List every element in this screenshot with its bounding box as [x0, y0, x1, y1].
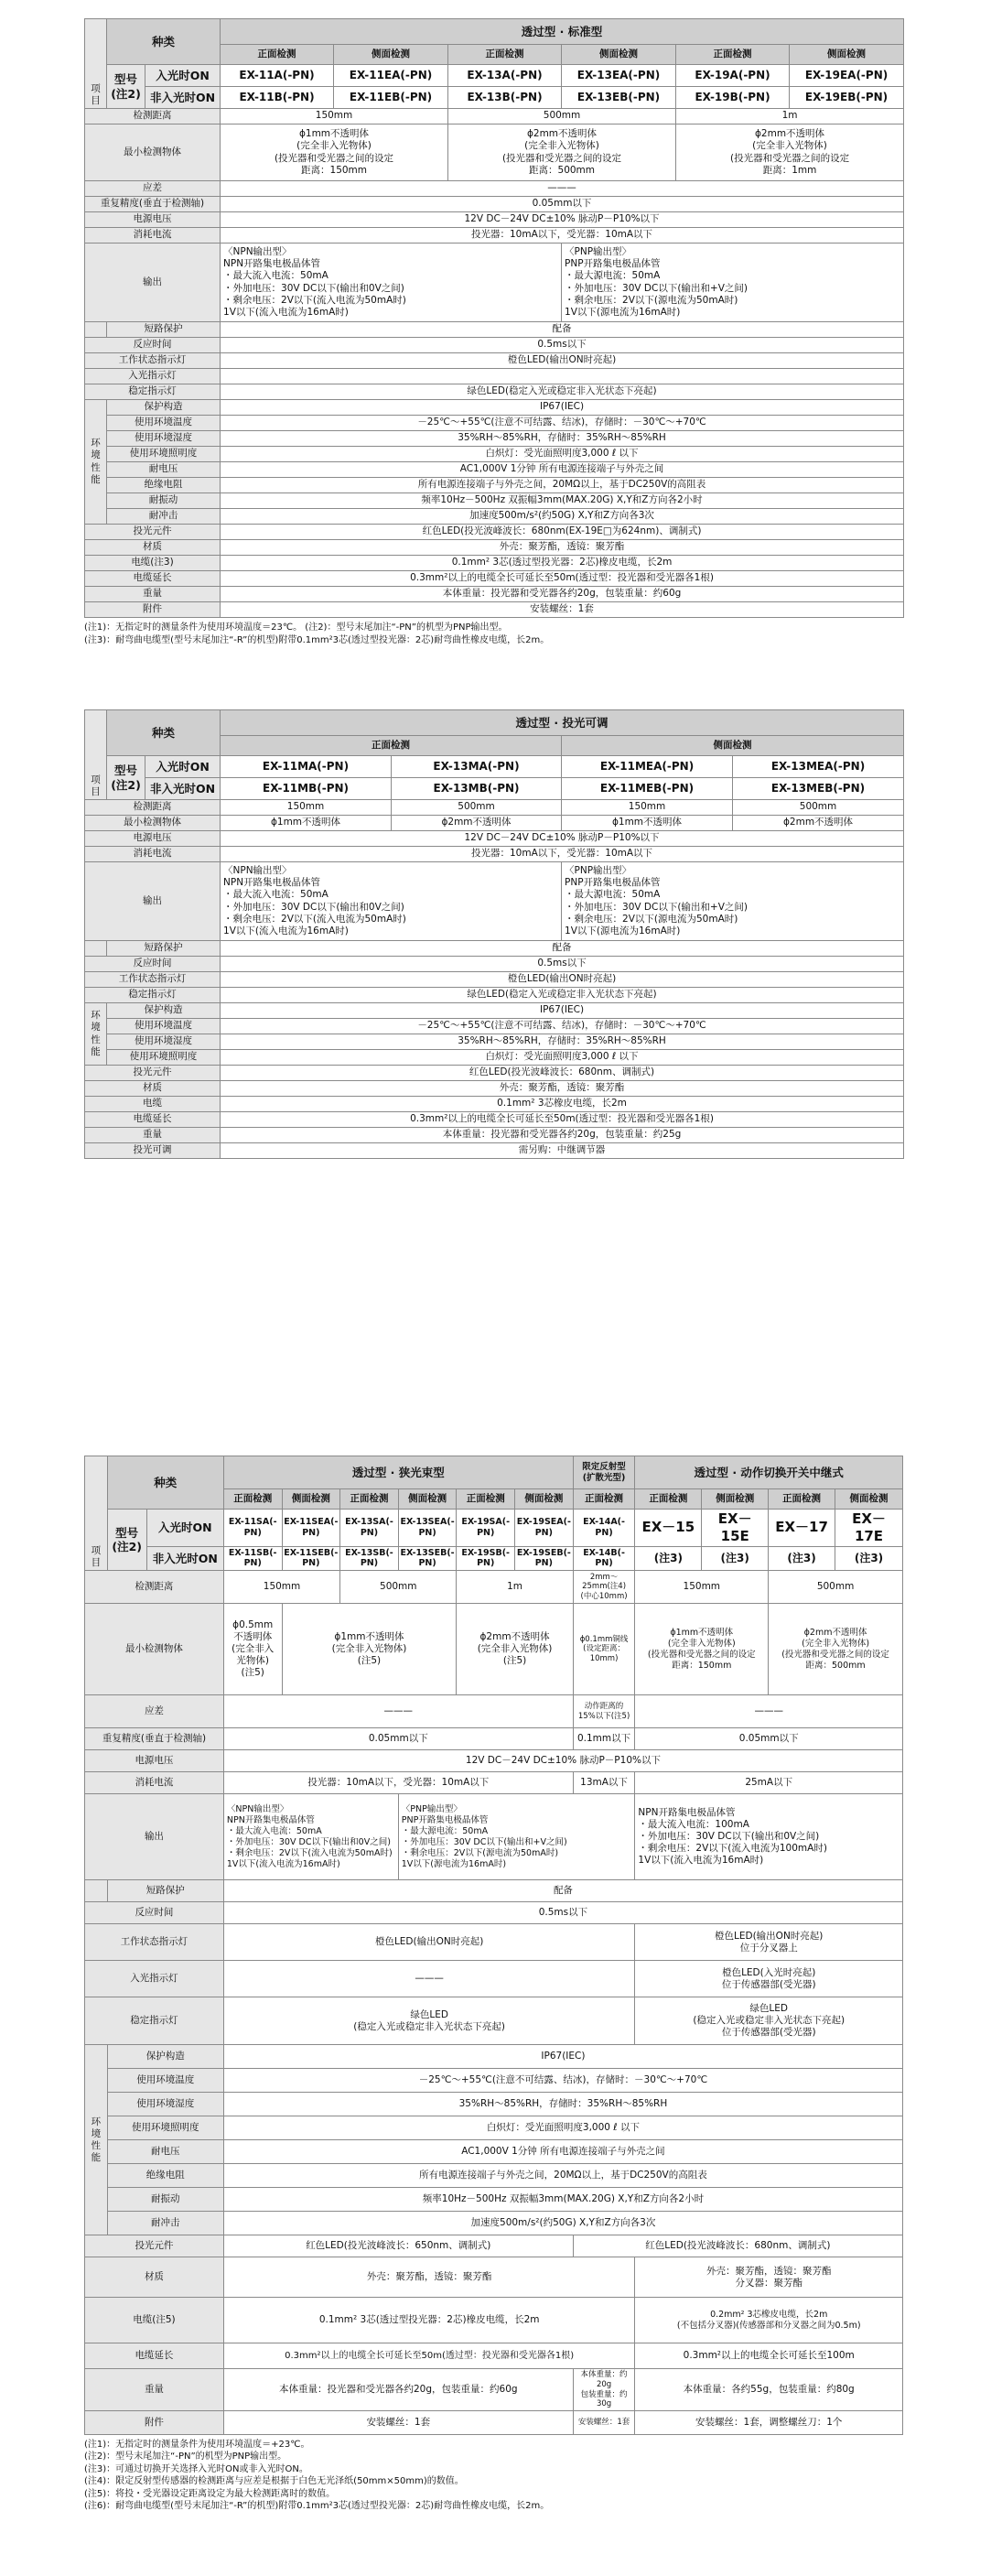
model-cell: EX-11MB(-PN) [221, 778, 392, 800]
row-label: 投光可调 [85, 1143, 221, 1159]
value-cell: 橙色LED(输出ON时亮起) 位于分叉器上 [635, 1924, 903, 1961]
npn-output: 〈NPN输出型〉 NPN开路集电极晶体管 ・最大流入电流：50mA ・外加电压：30V DC以下(输出和0V之间) ・剩余电压：2V以下(流入电流为50mA时) 1V以下(流入电流为16mA时) [221, 862, 562, 941]
value-cell: 橙色LED(入光时亮起) 位于传感器部(受光器) [635, 1961, 903, 1997]
notes-1 [84, 622, 903, 646]
row-label: 重复精度(垂直于检测轴) [85, 1728, 224, 1750]
light-on-label: 入光时ON [146, 1510, 223, 1547]
value-cell: 12V DC－24V DC±10% 脉动P－P10%以下 [221, 212, 904, 228]
front-label: 正面检测 [676, 45, 790, 65]
value-cell: 外壳：聚芳酯，透镜：聚芳酯 [223, 2257, 635, 2298]
value-cell: 橙色LED(输出ON时亮起) [221, 353, 904, 369]
row-label: 电缆(注5) [85, 2298, 224, 2343]
value-cell: －25℃～+55℃(注意不可结露、结冰)，存储时：－30℃～+70℃ [221, 1019, 904, 1034]
side-label: 侧面检测 [702, 1489, 769, 1510]
kind-label: 种类 [107, 710, 221, 756]
side-label: 侧面检测 [790, 45, 904, 65]
row-label: 附件 [85, 602, 221, 618]
value-cell: 1m [457, 1571, 573, 1604]
spec-table-2 [84, 709, 904, 1159]
value-cell: ϕ1mm不透明体 (完全非入光物体) (投光器和受光器之间的设定 距离：150mm [635, 1604, 769, 1695]
value-cell: 0.3mm²以上的电缆全长可延长至50m(透过型：投光器和受光器各1根) [221, 571, 904, 587]
value-cell: 150mm [562, 800, 733, 816]
model-cell: EX-19SEB(-PN) [515, 1546, 574, 1571]
note-cell: (注3) [769, 1546, 835, 1571]
row-label: 保护构造 [107, 400, 221, 416]
row-label: 耐振动 [107, 2188, 223, 2212]
value-cell: 500mm [733, 800, 904, 816]
value-cell: ——— [223, 1961, 635, 1997]
front-label: 正面检测 [448, 45, 562, 65]
row-label: 绝缘电阻 [107, 2164, 223, 2188]
value-cell: AC1,000V 1分钟 所有电源连接端子与外壳之间 [221, 462, 904, 478]
spec-table-3 [84, 1456, 903, 2435]
value-cell: 投光器：10mA以下，受光器：10mA以下 [223, 1772, 573, 1794]
item-label: 项目 [85, 1456, 108, 1571]
value-cell: ——— [223, 1695, 573, 1728]
value-cell: 白炽灯：受光面照明度3,000 ℓ 以下 [221, 447, 904, 462]
value-cell: 外壳：聚芳酯，透镜：聚芳酯 分叉器：聚芳酯 [635, 2257, 903, 2298]
value-cell: 本体重量：约20g 包装重量：约30g [573, 2369, 635, 2411]
row-label: 电源电压 [85, 831, 221, 847]
value-cell: 0.3mm²以上的电缆全长可延长至100m [635, 2343, 903, 2369]
side-label: 侧面检测 [562, 45, 676, 65]
row-label: 电缆 [85, 1097, 221, 1112]
value-cell: 绿色LED(稳定入光或稳定非入光状态下亮起) [221, 384, 904, 400]
value-cell: ϕ0.1mm铜线 (设定距离： 10mm) [573, 1604, 635, 1695]
model-cell: EX-13MEA(-PN) [733, 756, 904, 778]
row-label: 入光指示灯 [85, 1961, 224, 1997]
model-cell: EX-11EA(-PN) [334, 65, 448, 87]
row-label: 工作状态指示灯 [85, 972, 221, 988]
row-label: 输出 [85, 1794, 224, 1880]
npn-output: 〈NPN输出型〉 NPN开路集电极晶体管 ・最大流入电流：50mA ・外加电压：30V DC以下(输出和0V之间) ・剩余电压：2V以下(流入电流为50mA时) 1V以下(流入电流为16mA时) [223, 1794, 398, 1880]
model-cell: EX-13SEA(-PN) [398, 1510, 457, 1547]
value-cell: 白炽灯：受光面照明度3,000 ℓ 以下 [221, 1050, 904, 1066]
light-on-label: 入光时ON [145, 65, 221, 87]
value-cell: 500mm [448, 109, 676, 124]
row-label: 检测距离 [85, 1571, 224, 1604]
note-cell: (注3) [835, 1546, 903, 1571]
front-label: 正面检测 [573, 1489, 635, 1510]
model-label: 型号 (注2) [107, 756, 145, 800]
value-cell: 配备 [223, 1880, 902, 1902]
model-cell: EX-11MA(-PN) [221, 756, 392, 778]
value-cell: 0.05mm以下 [221, 197, 904, 212]
front-label: 正面检测 [769, 1489, 835, 1510]
model-label: 型号 (注2) [107, 65, 145, 109]
value-cell: 2mm～25mm(注4) (中心10mm) [573, 1571, 635, 1604]
table-adjustable [84, 709, 903, 1159]
value-cell: 本体重量：投光器和受光器各约20g，包装重量：约25g [221, 1128, 904, 1143]
row-label: 投光元件 [85, 2235, 224, 2257]
value-cell: 安装螺丝：1套 [223, 2410, 573, 2434]
model-cell: EX-11B(-PN) [221, 87, 334, 109]
row-label: 电源电压 [85, 1750, 224, 1772]
value-cell: 0.5ms以下 [221, 338, 904, 353]
row-label: 保护构造 [107, 1003, 221, 1019]
row-label: 材质 [85, 2257, 224, 2298]
row-label: 使用环境温度 [107, 2069, 223, 2093]
value-cell: 所有电源连接端子与外壳之间，20MΩ以上，基于DC250V的高阻表 [223, 2164, 902, 2188]
value-cell: ——— [635, 1695, 903, 1728]
value-cell: 外壳：聚芳酯，透镜：聚芳酯 [221, 1081, 904, 1097]
value-cell: 1m [676, 109, 904, 124]
row-label: 稳定指示灯 [85, 384, 221, 400]
row-label: 稳定指示灯 [85, 1997, 224, 2045]
value-cell: 0.1mm以下 [573, 1728, 635, 1750]
value-cell: 频率10Hz－500Hz 双振幅3mm(MAX.20G) X,Y和Z方向各2小时 [223, 2188, 902, 2212]
series-title: 透过型 · 狭光束型 [223, 1456, 573, 1489]
value-cell: 13mA以下 [573, 1772, 635, 1794]
value-cell: ϕ2mm不透明体 [733, 816, 904, 831]
note-cell: (注3) [702, 1546, 769, 1571]
row-label: 电源电压 [85, 212, 221, 228]
kind-label: 种类 [107, 1456, 223, 1510]
value-cell: 0.3mm²以上的电缆全长可延长至50m(透过型：投光器和受光器各1根) [223, 2343, 635, 2369]
value-cell: 0.05mm以下 [223, 1728, 573, 1750]
pnp-output: 〈PNP输出型〉 PNP开路集电极晶体管 ・最大源电流：50mA ・外加电压：30V DC以下(输出和+V之间) ・剩余电压：2V以下(源电流为50mA时) 1V以下(源电流为16mA时) [562, 244, 904, 322]
row-label: 重量 [85, 1128, 221, 1143]
value-cell: 加速度500m/s²(约50G) X,Y和Z方向各3次 [223, 2212, 902, 2235]
side-label: 侧面检测 [282, 1489, 340, 1510]
value-cell: IP67(IEC) [221, 400, 904, 416]
dark-on-label: 非入光时ON [146, 1546, 223, 1571]
model-cell: EX-11SA(-PN) [223, 1510, 282, 1547]
row-label: 消耗电流 [85, 847, 221, 862]
value-cell: 本体重量：投光器和受光器各约20g，包装重量：约60g [221, 587, 904, 602]
model-cell: EX-13MB(-PN) [392, 778, 562, 800]
value-cell: 150mm [223, 1571, 339, 1604]
model-cell: EX-13EA(-PN) [562, 65, 676, 87]
row-label: 材质 [85, 1081, 221, 1097]
model-cell: EX-11SEB(-PN) [282, 1546, 340, 1571]
row-label: 反应时间 [85, 1902, 224, 1924]
value-cell: 需另购：中继调节器 [221, 1143, 904, 1159]
row-label: 检测距离 [85, 800, 221, 816]
value-cell: 12V DC－24V DC±10% 脉动P－P10%以下 [223, 1750, 902, 1772]
row-label: 重复精度(垂直于检测轴) [85, 197, 221, 212]
model-cell: EX-11SEA(-PN) [282, 1510, 340, 1547]
row-label: 稳定指示灯 [85, 988, 221, 1003]
value-cell: 本体重量：各约55g，包装重量：约80g [635, 2369, 903, 2411]
value-cell: 动作距离的 15%以下(注5) [573, 1695, 635, 1728]
value-cell: －25℃～+55℃(注意不可结露、结冰)，存储时：－30℃～+70℃ [223, 2069, 902, 2093]
note-cell: (注3) [635, 1546, 702, 1571]
value-cell: 35%RH～85%RH，存储时：35%RH～85%RH [221, 431, 904, 447]
model-cell: EX-13A(-PN) [448, 65, 562, 87]
value-cell: 25mA以下 [635, 1772, 903, 1794]
model-cell: EX-11MEB(-PN) [562, 778, 733, 800]
note: (注3)：耐弯曲电缆型(型号末尾加注“-R”的机型)附带0.1mm²3芯(透过型投光器：2芯)耐弯曲性橡皮电缆，长2m。 [84, 634, 550, 645]
value-cell: 0.1mm² 3芯(透过型投光器：2芯)橡皮电缆，长2m [223, 2298, 635, 2343]
value-cell: 绿色LED(稳定入光或稳定非入光状态下亮起) [221, 988, 904, 1003]
row-label: 反应时间 [85, 957, 221, 972]
row-label: 短路保护 [107, 1880, 223, 1902]
table-narrow-beam [84, 1456, 903, 2513]
model-cell: EX-13SEB(-PN) [398, 1546, 457, 1571]
value-cell: 150mm [221, 109, 448, 124]
value-cell: ——— [221, 181, 904, 197]
row-label: 短路保护 [107, 941, 221, 957]
row-label: 耐冲击 [107, 2212, 223, 2235]
value-cell [221, 369, 904, 384]
row-label: 重量 [85, 587, 221, 602]
value-cell: 绿色LED (稳定入光或稳定非入光状态下亮起) 位于传感器部(受光器) [635, 1997, 903, 2045]
value-cell: 红色LED(投光波峰波长：680nm(EX-19E□为624nm)、调制式) [221, 525, 904, 540]
value-cell: ϕ2mm不透明体 [392, 816, 562, 831]
value-cell: ϕ1mm不透明体 (完全非入光物体) (投光器和受光器之间的设定 距离：150mm [221, 124, 448, 181]
value-cell: 500mm [392, 800, 562, 816]
value-cell: 0.3mm²以上的电缆全长可延长至50m(透过型：投光器和受光器各1根) [221, 1112, 904, 1128]
value-cell: 投光器：10mA以下，受光器：10mA以下 [221, 847, 904, 862]
dark-on-label: 非入光时ON [145, 778, 221, 800]
value-cell: 150mm [221, 800, 392, 816]
row-label: 附件 [85, 2410, 224, 2434]
value-cell: ϕ2mm不透明体 (完全非入光物体) (注5) [457, 1604, 573, 1695]
pnp-output: 〈PNP输出型〉 PNP开路集电极晶体管 ・最大源电流：50mA ・外加电压：30V DC以下(输出和+V之间) ・剩余电压：2V以下(源电流为50mA时) 1V以下(源电流为16mA时) [398, 1794, 635, 1880]
value-cell: 橙色LED(输出ON时亮起) [221, 972, 904, 988]
value-cell: AC1,000V 1分钟 所有电源连接端子与外壳之间 [223, 2140, 902, 2164]
value-cell: 12V DC－24V DC±10% 脉动P－P10%以下 [221, 831, 904, 847]
side-label: 侧面检测 [398, 1489, 457, 1510]
value-cell: 所有电源连接端子与外壳之间，20MΩ以上，基于DC250V的高阻表 [221, 478, 904, 493]
value-cell: 红色LED(投光波峰波长：680nm、调制式) [573, 2235, 902, 2257]
value-cell: 35%RH～85%RH，存储时：35%RH～85%RH [223, 2093, 902, 2116]
note: (注5)：将投・受光器设定距离设定为最大检测距离时的数值。 [84, 2488, 336, 2499]
value-cell: 投光器：10mA以下，受光器：10mA以下 [221, 228, 904, 244]
row-label: 使用环境照明度 [107, 1050, 221, 1066]
row-label: 电缆(注3) [85, 556, 221, 571]
dark-on-label: 非入光时ON [145, 87, 221, 109]
value-cell: ϕ1mm不透明体 [562, 816, 733, 831]
model-cell: EX－15 [635, 1510, 702, 1547]
value-cell: 配备 [221, 322, 904, 338]
row-label: 输出 [85, 244, 221, 322]
row-label: 电缆延长 [85, 571, 221, 587]
value-cell: 0.1mm² 3芯橡皮电缆，长2m [221, 1097, 904, 1112]
relay-output: NPN开路集电极晶体管 ・最大流入电流：100mA ・外加电压：30V DC以下(输出和0V之间) ・剩余电压：2V以下(流入电流为100mA时) 1V以下(流入电流为16mA时) [635, 1794, 903, 1880]
value-cell: 0.5ms以下 [221, 957, 904, 972]
value-cell: 白炽灯：受光面照明度3,000 ℓ 以下 [223, 2116, 902, 2140]
note: (注4)：限定反射型传感器的检测距离与应差是根据于白色无光泽纸(50mm×50mm)的数值。 [84, 2476, 464, 2487]
front-label: 正面检测 [221, 736, 562, 756]
row-label: 耐冲击 [107, 509, 221, 525]
row-label: 输出 [85, 862, 221, 941]
model-cell: EX-13MA(-PN) [392, 756, 562, 778]
row-label: 投光元件 [85, 525, 221, 540]
series-title: 限定反射型 (扩散光型) [573, 1456, 635, 1489]
row-label: 保护构造 [107, 2045, 223, 2069]
env-label: 环 境 性 能 [85, 2045, 108, 2235]
row-label: 使用环境湿度 [107, 2093, 223, 2116]
value-cell: ϕ1mm不透明体 (完全非入光物体) (注5) [282, 1604, 457, 1695]
row-label: 绝缘电阻 [107, 478, 221, 493]
row-label: 使用环境温度 [107, 1019, 221, 1034]
row-label: 短路保护 [107, 322, 221, 338]
note: (注1)：无指定时的测量条件为使用环境温度＝23℃。 (注2)：型号末尾加注“-PN”的机型为PNP输出型。 [84, 622, 508, 633]
value-cell: 0.2mm² 3芯橡皮电缆，长2m (不包括分叉器)(传感器部和分叉器之间为0.5m) [635, 2298, 903, 2343]
model-cell: EX－17 [769, 1510, 835, 1547]
model-cell: EX-13SA(-PN) [340, 1510, 399, 1547]
row-label: 入光指示灯 [85, 369, 221, 384]
model-cell: EX-13SB(-PN) [340, 1546, 399, 1571]
model-cell: EX-14A(-PN) [573, 1510, 635, 1547]
model-cell: EX-11SB(-PN) [223, 1546, 282, 1571]
front-label: 正面检测 [635, 1489, 702, 1510]
model-cell: EX－15E [702, 1510, 769, 1547]
front-label: 正面检测 [340, 1489, 399, 1510]
value-cell: 橙色LED(输出ON时亮起) [223, 1924, 635, 1961]
value-cell: ϕ0.5mm 不透明体 (完全非入 光物体) (注5) [223, 1604, 282, 1695]
row-label: 应差 [85, 181, 221, 197]
side-label: 侧面检测 [334, 45, 448, 65]
table-standard [84, 18, 903, 646]
model-cell: EX-11A(-PN) [221, 65, 334, 87]
value-cell: 0.1mm² 3芯(透过型投光器：2芯)橡皮电缆，长2m [221, 556, 904, 571]
light-on-label: 入光时ON [145, 756, 221, 778]
side-label: 侧面检测 [515, 1489, 574, 1510]
value-cell: IP67(IEC) [221, 1003, 904, 1019]
env-label: 环 境 性 能 [85, 400, 107, 525]
value-cell: ϕ1mm不透明体 [221, 816, 392, 831]
value-cell: IP67(IEC) [223, 2045, 902, 2069]
npn-output: 〈NPN输出型〉 NPN开路集电极晶体管 ・最大流入电流：50mA ・外加电压：30V DC以下(输出和0V之间) ・剩余电压：2V以下(流入电流为50mA时) 1V以下(流入电流为16mA时) [221, 244, 562, 322]
model-cell: EX-14B(-PN) [573, 1546, 635, 1571]
model-cell: EX-13EB(-PN) [562, 87, 676, 109]
model-cell: EX-19SEA(-PN) [515, 1510, 574, 1547]
row-label: 最小检测物体 [85, 1604, 224, 1695]
row-label: 材质 [85, 540, 221, 556]
value-cell: 安装螺丝：1套，调整螺丝刀：1个 [635, 2410, 903, 2434]
series-title: 透过型 · 动作切换开关中继式 [635, 1456, 903, 1489]
note: (注2)：型号末尾加注“-PN”的机型为PNP输出型。 [84, 2452, 287, 2462]
model-cell: EX-13B(-PN) [448, 87, 562, 109]
value-cell: 150mm [635, 1571, 769, 1604]
note: (注6)：耐弯曲电缆型(型号末尾加注“-R”的机型)附带0.1mm²3芯(透过型投光器：2芯)耐弯曲性橡皮电缆，长2m。 [84, 2501, 550, 2512]
row-label: 检测距离 [85, 109, 221, 124]
model-cell: EX-19SB(-PN) [457, 1546, 515, 1571]
value-cell: ϕ2mm不透明体 (完全非入光物体) (投光器和受光器之间的设定 距离：1mm [676, 124, 904, 181]
row-label: 使用环境湿度 [107, 431, 221, 447]
row-label: 最小检测物体 [85, 124, 221, 181]
value-cell: 频率10Hz－500Hz 双振幅3mm(MAX.20G) X,Y和Z方向各2小时 [221, 493, 904, 509]
model-cell: EX-11MEA(-PN) [562, 756, 733, 778]
kind-label: 种类 [107, 19, 221, 65]
row-label: 耐振动 [107, 493, 221, 509]
model-cell: EX-19EA(-PN) [790, 65, 904, 87]
row-label: 电缆延长 [85, 1112, 221, 1128]
value-cell: 绿色LED (稳定入光或稳定非入光状态下亮起) [223, 1997, 635, 2045]
value-cell: －25℃～+55℃(注意不可结露、结冰)，存储时：－30℃～+70℃ [221, 416, 904, 431]
row-label: 投光元件 [85, 1066, 221, 1081]
model-cell: EX-19A(-PN) [676, 65, 790, 87]
env-label: 环 境 性 能 [85, 1003, 107, 1066]
value-cell: 红色LED(投光波峰波长：680nm、调制式) [221, 1066, 904, 1081]
note: (注3)：可通过切换开关选择入光时ON或非入光时ON。 [84, 2463, 308, 2474]
value-cell: 0.05mm以下 [635, 1728, 903, 1750]
notes-3 [84, 2439, 903, 2513]
model-label: 型号 (注2) [107, 1510, 146, 1571]
item-label: 项目 [85, 19, 107, 109]
value-cell: 配备 [221, 941, 904, 957]
row-label: 使用环境照明度 [107, 447, 221, 462]
front-label: 正面检测 [223, 1489, 282, 1510]
value-cell: 500mm [340, 1571, 457, 1604]
row-label: 电缆延长 [85, 2343, 224, 2369]
row-label: 最小检测物体 [85, 816, 221, 831]
note: (注1)：无指定时的测量条件为使用环境温度＝+23℃。 [84, 2439, 310, 2450]
row-label: 应差 [85, 1695, 224, 1728]
value-cell: 红色LED(投光波峰波长：650nm、调制式) [223, 2235, 573, 2257]
front-label: 正面检测 [457, 1489, 515, 1510]
row-label: 使用环境温度 [107, 416, 221, 431]
value-cell: 安装螺丝：1套 [221, 602, 904, 618]
model-cell: EX-11EB(-PN) [334, 87, 448, 109]
value-cell: 加速度500m/s²(约50G) X,Y和Z方向各3次 [221, 509, 904, 525]
side-label: 侧面检测 [835, 1489, 903, 1510]
row-label: 反应时间 [85, 338, 221, 353]
item-label: 项目 [85, 710, 107, 800]
model-cell: EX-19B(-PN) [676, 87, 790, 109]
series-title: 透过型 · 投光可调 [221, 710, 904, 736]
model-cell: EX－17E [835, 1510, 903, 1547]
pnp-output: 〈PNP输出型〉 PNP开路集电极晶体管 ・最大源电流：50mA ・外加电压：30V DC以下(输出和+V之间) ・剩余电压：2V以下(源电流为50mA时) 1V以下(源电流为16mA时) [562, 862, 904, 941]
value-cell: 0.5ms以下 [223, 1902, 902, 1924]
row-label: 耐电压 [107, 2140, 223, 2164]
spec-table-1 [84, 18, 904, 618]
series-title: 透过型 · 标准型 [221, 19, 904, 45]
row-label: 工作状态指示灯 [85, 353, 221, 369]
row-label: 消耗电流 [85, 1772, 224, 1794]
value-cell: ϕ2mm不透明体 (完全非入光物体) (投光器和受光器之间的设定 距离：500mm [769, 1604, 903, 1695]
side-label: 侧面检测 [562, 736, 904, 756]
row-label: 使用环境照明度 [107, 2116, 223, 2140]
value-cell: 外壳：聚芳酯，透镜：聚芳酯 [221, 540, 904, 556]
row-label: 耐电压 [107, 462, 221, 478]
value-cell: 本体重量：投光器和受光器各约20g，包装重量：约60g [223, 2369, 573, 2411]
value-cell: ϕ2mm不透明体 (完全非入光物体) (投光器和受光器之间的设定 距离：500mm [448, 124, 676, 181]
value-cell: 35%RH～85%RH，存储时：35%RH～85%RH [221, 1034, 904, 1050]
row-label: 重量 [85, 2369, 224, 2411]
model-cell: EX-13MEB(-PN) [733, 778, 904, 800]
value-cell: 500mm [769, 1571, 903, 1604]
row-label: 工作状态指示灯 [85, 1924, 224, 1961]
model-cell: EX-19EB(-PN) [790, 87, 904, 109]
model-cell: EX-19SA(-PN) [457, 1510, 515, 1547]
row-label: 使用环境湿度 [107, 1034, 221, 1050]
row-label: 消耗电流 [85, 228, 221, 244]
front-label: 正面检测 [221, 45, 334, 65]
value-cell: 安装螺丝：1套 [573, 2410, 635, 2434]
